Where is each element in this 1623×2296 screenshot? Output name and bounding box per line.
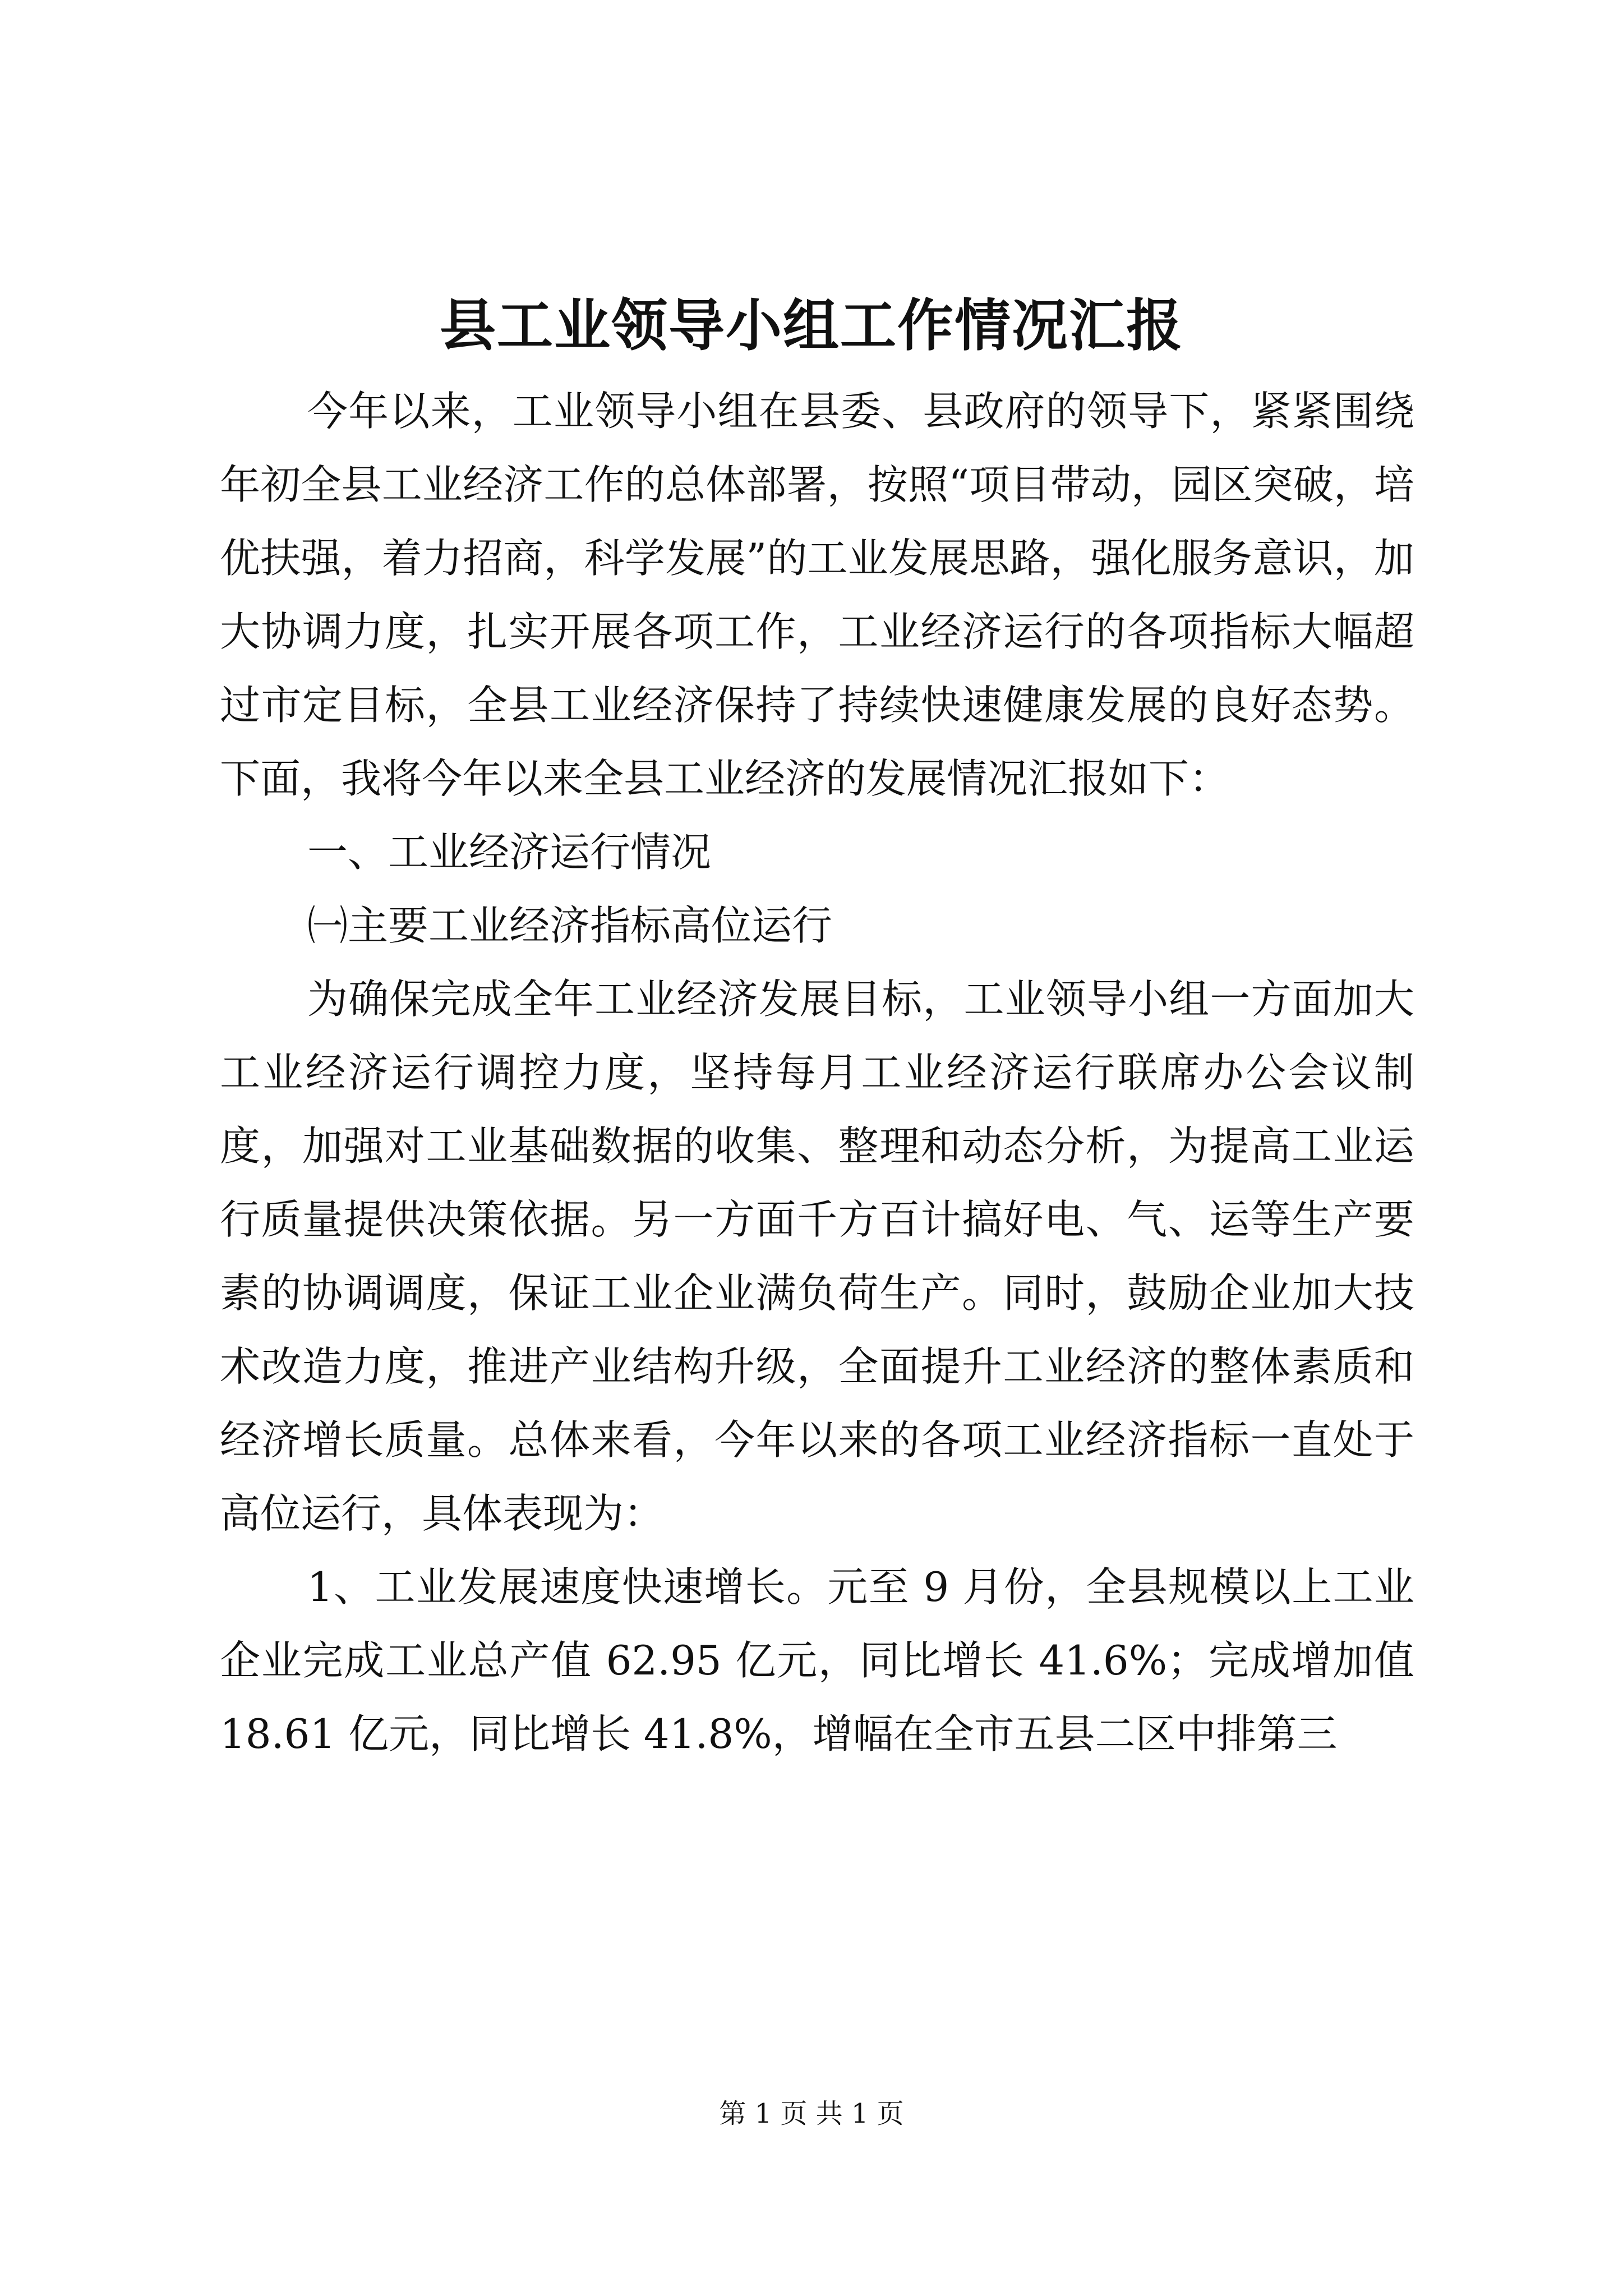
paragraph-growth: 1、工业发展速度快速增长。元至 9 月份，全县规模以上工业企业完成工业总产值 62.95 亿元，同比增长 41.6%；完成增加值 18.61 亿元，同比增长 41.8%，增幅在全市五县二区中排第三 <box>220 1563 1414 1757</box>
paragraph-indicators: 为确保完成全年工业经济发展目标，工业领导小组一方面加大工业经济运行调控力度，坚持每月工业经济运行联席办公会议制度，加强对工业基础数据的收集、整理和动态分析，为提高工业运行质量提供决策依据。另一方面千方百计搞好电、气、运等生产要素的协调调度，保证工业企业满负荷生产。同时，鼓励企业加大技术改造力度，推进产业结构升级，全面提升工业经济的整体素质和经济增长质量。总体来看，今年以来的各项工业经济指标一直处于高位运行，具体表现为： <box>220 976 1414 1537</box>
page-footer: 第 1 页 共 1 页 <box>719 2098 904 2129</box>
document-body <box>220 375 1414 1771</box>
section-heading-1: 一、工业经济运行情况 <box>307 829 712 876</box>
paragraph-intro: 今年以来，工业领导小组在县委、县政府的领导下，紧紧围绕年初全县工业经济工作的总体部署，按照“项目带动，园区突破，培优扶强，着力招商，科学发展”的工业发展思路，强化服务意识，加大协调力度，扎实开展各项工作，工业经济运行的各项指标大幅超过市定目标，全县工业经济保持了持续快速健康发展的良好态势。下面，我将今年以来全县工业经济的发展情况汇报如下： <box>220 388 1414 802</box>
document-title: 县工业领导小组工作情况汇报 <box>440 292 1183 358</box>
subsection-heading-1: ㈠主要工业经济指标高位运行 <box>307 902 833 949</box>
